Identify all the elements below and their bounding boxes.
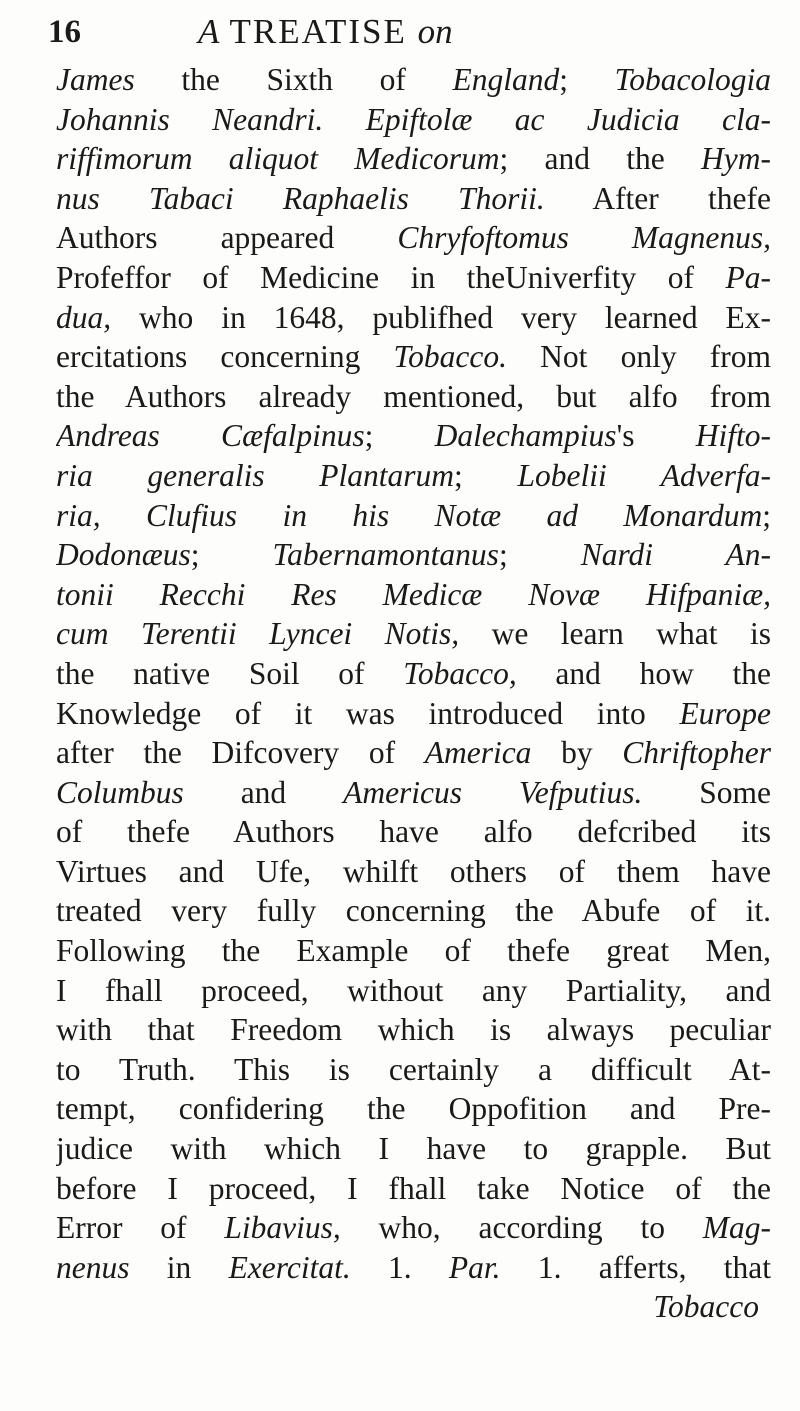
text-line [56, 812, 771, 852]
roman-text: Not only from [506, 339, 771, 375]
text-line [56, 1089, 771, 1129]
text-line [56, 60, 771, 100]
roman-text: of thefe Authors have alfo defcribed its [56, 814, 771, 850]
roman-text: ; [454, 457, 518, 493]
roman-text: I fhall proceed, without any Partiality, and [56, 972, 771, 1008]
italic-text: Columbus [56, 774, 184, 810]
italic-text: Lobelii Adverfa- [517, 457, 771, 493]
roman-text: the Authors already mentioned, but alfo from [56, 378, 771, 414]
roman-text: ercitations concerning [56, 339, 394, 375]
text-line [56, 377, 771, 417]
italic-text: Dodonæus [56, 537, 191, 573]
italic-text: Chryfoftomus Magnenus, [397, 220, 771, 256]
text-line [56, 1050, 771, 1090]
italic-text: America [424, 735, 532, 771]
italic-text: nenus [56, 1249, 130, 1285]
text-line [56, 218, 771, 258]
italic-text: dua, [56, 299, 112, 335]
roman-text: ; [364, 418, 435, 454]
running-title-article: A [198, 12, 220, 51]
text-line [56, 179, 771, 219]
text-line [56, 931, 771, 971]
text-line [56, 733, 771, 773]
italic-text: Andreas Cæfalpinus [56, 418, 365, 454]
roman-text: Following the Example of thefe great Men, [56, 933, 771, 969]
italic-text: tonii Recchi Res Medicæ Novæ Hifpaniæ, [56, 576, 771, 612]
roman-text: ; [559, 62, 615, 97]
text-line [56, 258, 771, 298]
text-line [56, 1248, 771, 1288]
roman-text: the Sixth of [134, 62, 453, 97]
roman-text: by [531, 735, 623, 771]
text-line [56, 971, 771, 1011]
italic-text: Mag- [702, 1210, 771, 1246]
text-line [56, 654, 771, 694]
text-line [56, 1129, 771, 1169]
roman-text: treated very fully concerning the Abufe of it. [56, 893, 771, 929]
italic-text: Pa- [725, 259, 771, 295]
roman-text: after the Difcovery of [56, 735, 425, 771]
roman-text: After thefe [544, 180, 771, 216]
roman-text: and how the [516, 655, 771, 691]
italic-text: Tabernamontanus [272, 537, 499, 573]
italic-text: ria generalis Plantarum [56, 457, 455, 493]
text-line [56, 298, 771, 338]
roman-text: Knowledge of it was introduced into [56, 695, 680, 731]
italic-text: Par. [448, 1249, 501, 1285]
roman-text: Virtues and Ufe, whilft others of them have [56, 853, 771, 889]
roman-text: to Truth. This is certainly a difficult At- [56, 1051, 771, 1087]
roman-text: ; and the [499, 141, 702, 177]
roman-text: ; [762, 497, 771, 533]
italic-text: Exercitat. [228, 1249, 351, 1285]
italic-text: Tobacco. [393, 339, 507, 375]
italic-text: Tobacco, [403, 655, 517, 691]
italic-text: Hym- [701, 141, 771, 177]
italic-text: Libavius, [224, 1210, 341, 1246]
page-header [48, 10, 768, 58]
text-line [56, 337, 771, 377]
italic-text: Europe [679, 695, 771, 731]
text-line [56, 852, 771, 892]
running-title-on: on [417, 12, 453, 51]
running-title-main: TREATISE [229, 12, 407, 51]
roman-text: who in 1648, publifhed very learned Ex- [111, 299, 771, 335]
roman-text: Profeffor of Medicine in theUniverfity of [56, 259, 726, 295]
roman-text: ; [498, 537, 581, 573]
italic-text: Hifto- [695, 418, 771, 454]
text-line [56, 496, 771, 536]
text-line [56, 535, 771, 575]
roman-text: 1. afferts, that [500, 1249, 771, 1285]
italic-text: James [56, 62, 135, 97]
italic-text: Nardi An- [580, 537, 771, 573]
italic-text: cum Terentii Lyncei Notis, [56, 616, 460, 652]
roman-text: tempt, confidering the Oppofition and Pre- [56, 1091, 771, 1127]
text-line [56, 139, 771, 179]
page-number: 16 [48, 14, 81, 50]
roman-text: and [183, 774, 344, 810]
text-line [56, 1208, 771, 1248]
roman-text: the native Soil of [56, 655, 404, 691]
roman-text: Authors appeared [56, 220, 398, 256]
roman-text: who, according to [340, 1210, 703, 1246]
italic-text: riffimorum aliquot Medicorum [56, 141, 500, 177]
roman-text: with that Freedom which is always peculiar [56, 1012, 771, 1048]
roman-text: judice with which I have to grapple. But [56, 1131, 771, 1167]
running-title [198, 12, 453, 52]
text-line [56, 694, 771, 734]
roman-text: 's [616, 418, 696, 454]
roman-text: before I proceed, I fhall take Notice of the [56, 1170, 771, 1206]
italic-text: nus Tabaci Raphaelis Thorii. [56, 180, 545, 216]
text-line [56, 456, 771, 496]
italic-text: Tobacologia [614, 62, 771, 97]
text-line [56, 773, 771, 813]
roman-text: we learn what is [459, 616, 771, 652]
text-line [56, 891, 771, 931]
roman-text: in [129, 1249, 229, 1285]
roman-text: 1. [350, 1249, 449, 1285]
italic-text: Dalechampius [434, 418, 617, 454]
text-line [56, 1169, 771, 1209]
body-text [56, 60, 771, 1327]
roman-text: Error of [56, 1210, 225, 1246]
text-line [56, 614, 771, 654]
text-line [56, 100, 771, 140]
italic-text: Chriftopher [622, 735, 771, 771]
text-line [56, 416, 771, 456]
italic-text: England [452, 62, 560, 97]
text-line [56, 575, 771, 615]
italic-text: Americus Vefputius. [343, 774, 643, 810]
roman-text: Some [642, 774, 771, 810]
catchword: Tobacco [653, 1289, 759, 1325]
roman-text: ; [190, 537, 273, 573]
italic-text: ria, Clufius in his Notæ ad Monardum [56, 497, 763, 533]
text-line [56, 1010, 771, 1050]
italic-text: Johannis Neandri. Epiftolæ ac Judicia cla- [56, 101, 771, 137]
